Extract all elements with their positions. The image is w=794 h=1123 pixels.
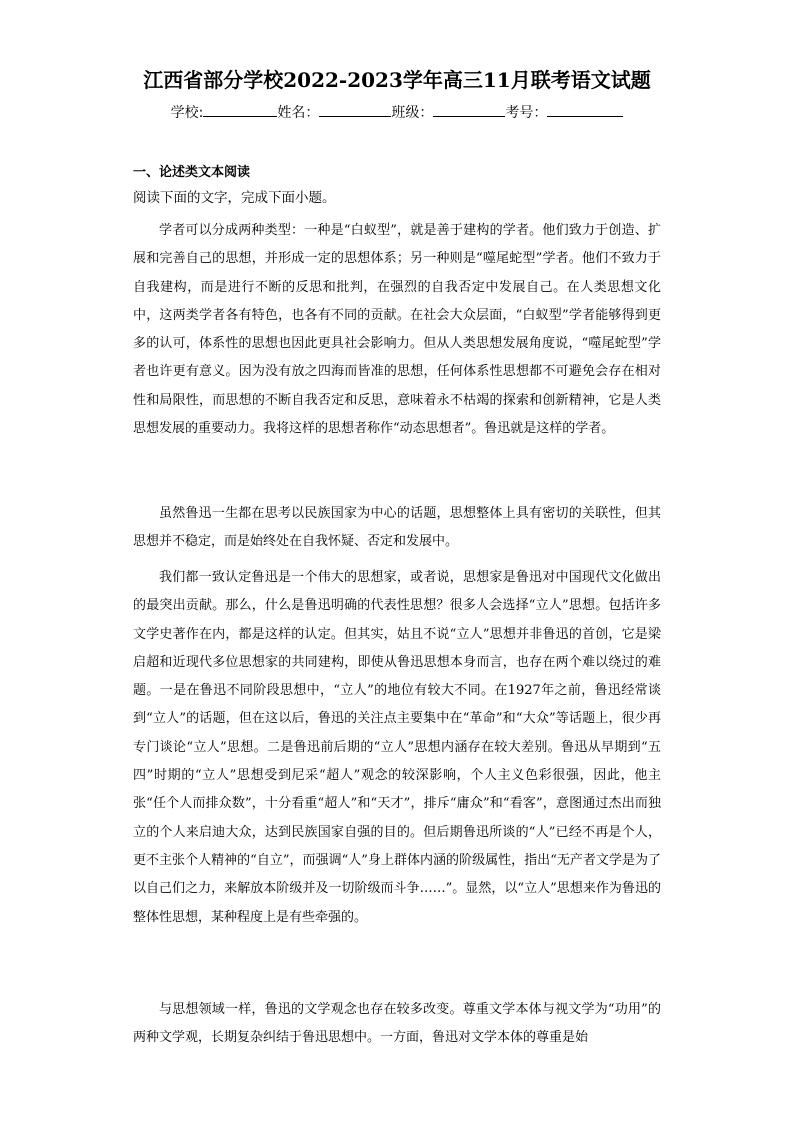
body-paragraph: 与思想领域一样，鲁迅的文学观念也存在较多改变。尊重文学本体与视文学为“功用”的两种文学观，长期复杂纠结于鲁迅思想中。一方面，鲁迅对文学本体的尊重是始 [133,1002,661,1046]
school-blank [203,102,277,117]
name-blank [319,102,391,117]
reading-instruction: 阅读下面的文字，完成下面小题。 [133,190,336,206]
body-paragraph: 虽然鲁迅一生都在思考以民族国家为中心的话题，思想整体上具有密切的关联性，但其思想并不稳定，而是始终处在自我怀疑、否定和发展中。 [133,506,661,550]
class-blank [433,102,505,117]
class-label: 班级： [391,105,434,121]
section-heading: 一、论述类文本阅读 [133,165,251,180]
exam-no-label: 考号： [505,105,548,121]
school-label: 学校: [170,105,204,121]
body-paragraph: 我们都一致认定鲁迅是一个伟大的思想家，或者说，思想家是鲁迅对中国现代文化做出的最突出贡献。那么，什么是鲁迅明确的代表性思想？很多人会选择“立人”思想。包括许多文学史著作在内，都是这样的认定。但其实，姑且不说“立人”思想并非鲁迅的首创，它是梁启超和近现代多位思想家的共同建构，即使从鲁迅思想本身而言，也存在两个难以绕过的难题。一是在鲁迅不同阶段思想中，“立人”的地位有较大不同。在1927年之前，鲁迅经常谈到“立人”的话题，但在这以后，鲁迅的关注点主要集中在“革命”和“大众”等话题上，很少再专门谈论“立人”思想。二是鲁迅前后期的“立人”思想内涵存在较大差别。鲁迅从早期到“五四”时期的“立人”思想受到尼采“超人”观念的较深影响，个人主义色彩很强，因此，他主张“任个人而排众数”，十分看重“超人”和“天才”，排斥“庸众”和“看客”，意图通过杰出而独立的个人来启迪大众，达到民族国家自强的目的。但后期鲁迅所谈的“人”已经不再是个人，更不主张个人精神的“自立”，而强调“人”身上群体内涵的阶级属性，指出“无产者文学是为了以自己们之力，来解放本阶级并及一切阶级而斗争……”。显然，以“立人”思想来作为鲁迅的整体性思想，某种程度上是有些牵强的。 [133,570,661,925]
student-info-row [0,102,794,123]
name-label: 姓名： [277,105,320,121]
document-title: 江西省部分学校2022-2023学年高三11月联考语文试题 [143,68,651,92]
body-paragraph: 学者可以分成两种类型：一种是“白蚁型”，就是善于建构的学者。他们致力于创造、扩展和完善自己的思想，并形成一定的思想体系；另一种则是“噬尾蛇型”学者。他们不致力于自我建构，而是进行不断的反思和批判，在强烈的自我否定中发展自己。在人类思想文化中，这两类学者各有特色，也各有不同的贡献。在社会大众层面，“白蚁型”学者能够得到更多的认可，体系性的思想也因此更具社会影响力。但从人类思想发展角度说，“噬尾蛇型”学者也许更有意义。因为没有放之四海而皆准的思想，任何体系性思想都不可避免会存在相对性和局限性，而思想的不断自我否定和反思，意味着永不枯竭的探索和创新精神，它是人类思想发展的重要动力。我将这样的思想者称作“动态思想者”。鲁迅就是这样的学者。 [133,223,661,437]
exam-no-blank [547,102,623,117]
